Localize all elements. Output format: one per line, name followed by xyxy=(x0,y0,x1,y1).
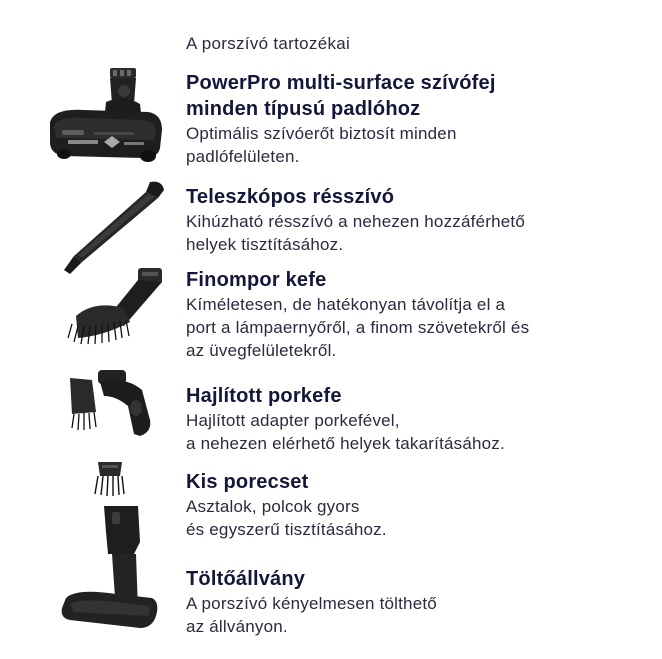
item-description: Kíméletesen, de hatékonyan távolítja el a xyxy=(186,295,506,314)
item-title: Töltőállvány xyxy=(186,568,306,590)
accessory-item-angled-brush xyxy=(186,383,505,455)
item-description: A porszívó kényelmesen tölthető xyxy=(186,594,437,613)
accessory-item-powerpro xyxy=(186,70,496,168)
small-brush-icon xyxy=(90,460,130,500)
powerpro-nozzle-icon xyxy=(44,64,166,172)
item-title: Teleszkópos résszívó xyxy=(186,186,395,208)
item-description: Optimális szívóerőt biztosít minden xyxy=(186,124,457,143)
item-description: és egyszerű tisztításához. xyxy=(186,520,387,539)
item-description: a nehezen elérhető helyek takarításához. xyxy=(186,434,505,453)
item-title: Hajlított porkefe xyxy=(186,385,342,407)
item-title: minden típusú padlóhoz xyxy=(186,98,421,120)
angled-dusting-brush-icon xyxy=(66,366,166,442)
item-description: padlófelületen. xyxy=(186,147,300,166)
item-description: helyek tisztításához. xyxy=(186,235,344,254)
item-description: az üvegfelületekről. xyxy=(186,341,337,360)
item-description: az állványon. xyxy=(186,617,288,636)
accessory-item-small-brush xyxy=(186,469,387,541)
item-title: Finompor kefe xyxy=(186,269,327,291)
page-title: A porszívó tartozékai xyxy=(186,34,351,53)
item-description: Kihúzható résszívó a nehezen hozzáférhető xyxy=(186,212,525,231)
accessory-item-telescopic xyxy=(186,184,525,256)
item-description: Asztalok, polcok gyors xyxy=(186,497,360,516)
telescopic-crevice-tool-icon xyxy=(52,178,172,278)
charging-stand-icon xyxy=(56,502,166,642)
accessory-item-fine-dust xyxy=(186,267,529,362)
item-description: port a lámpaernyőről, a finom szövetekről és xyxy=(186,318,530,337)
item-title: Kis porecset xyxy=(186,471,309,493)
fine-dust-brush-icon xyxy=(64,264,174,348)
item-description: Hajlított adapter porkefével, xyxy=(186,411,400,430)
accessory-item-charging-stand xyxy=(186,566,437,638)
item-title: PowerPro multi-surface szívófej xyxy=(186,72,496,94)
